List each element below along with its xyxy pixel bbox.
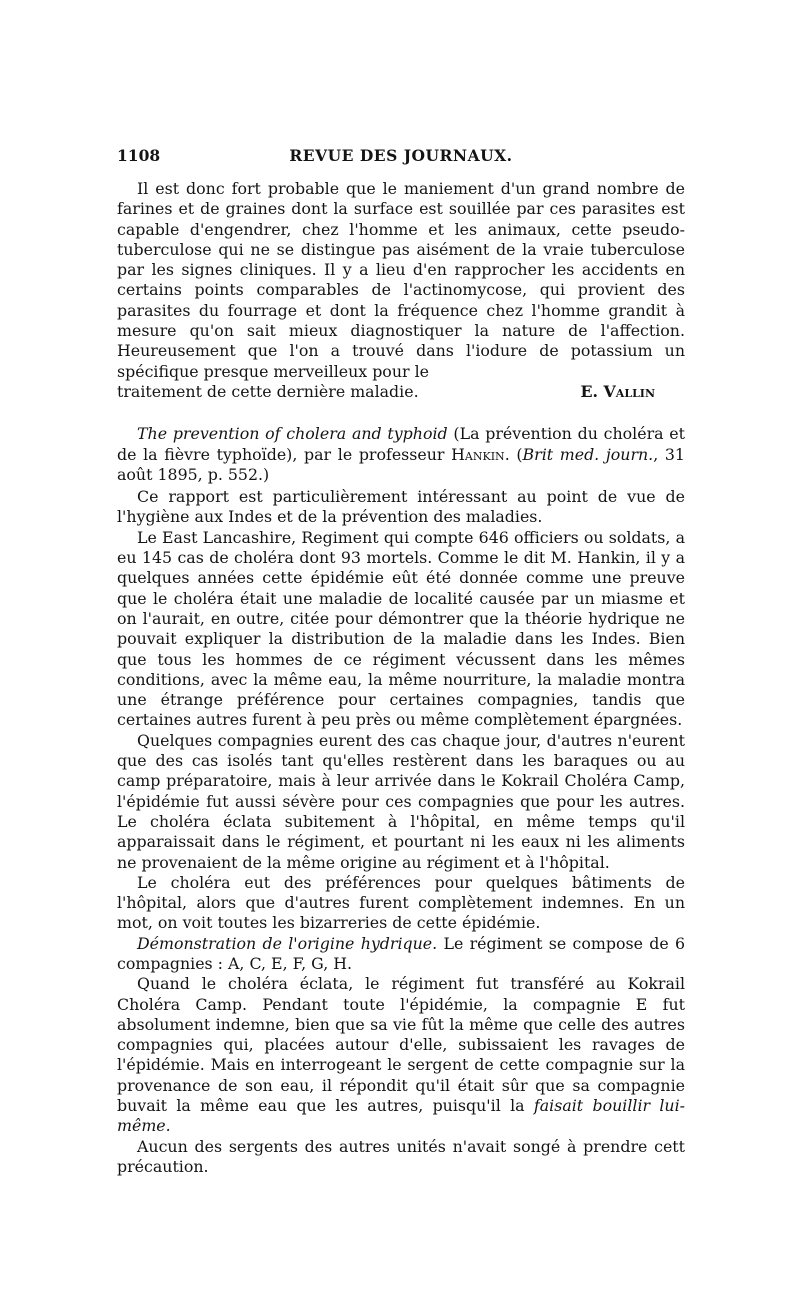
journal-page (117, 146, 685, 1177)
section-divider (117, 402, 685, 424)
final-paragraph: Aucun des sergents des autres unités n'avait songé à prendre cett précaution. (117, 1136, 685, 1176)
article2-paragraph: Le East Lancashire, Regiment qui compte 646 officiers ou soldats, a eu 145 cas de choléra dont 93 mortels. Comme le dit M. Hankin, il y a quelques années cette épidémie eût été donnée comme une preuve que le choléra était une maladie de localité causée par un miasme et on l'aurait, en outre, citée pour démontrer que la théorie hydrique ne pouvait expliquer la distribution de la maladie dans les Indes. Bien que tous les hommes de ce régiment vécussent dans les mêmes conditions, avec la même eau, la même nourriture, la maladie montra une étrange préférence pour certaines compagnies, tandis que certaines autres furent à peu près ou même complètement épargnées. (117, 527, 685, 730)
article-actinomycose (117, 179, 685, 402)
article2-title-translation: (La prévention du choléra et de la fièvre typhoïde), par le professeur (117, 424, 686, 464)
article2-journal: Brit med. journ. (522, 444, 654, 464)
article2-title-block (117, 424, 685, 485)
article1-last-line: traitement de cette dernière maladie. (117, 381, 419, 401)
article2-citation-open: . ( (504, 444, 523, 464)
article1-author: E. Vallin (580, 381, 655, 401)
demonstration-text: Le régiment se compose de 6 compagnies : A, C, E, F, G, H. (117, 933, 685, 973)
article2-paragraph: Ce rapport est particulièrement intéressant au point de vue de l'hygiène aux Indes et de la prévention des maladies. (117, 487, 685, 527)
article1-paragraph: Il est donc fort probable que le maniement d'un grand nombre de farines et de graines dont la surface est souillée par ces parasites est capable d'engendrer, chez l'homme et les animaux, cette pseudo-tuberculose qui ne se distingue pas aisément de la vraie tuberculose par les signes cliniques. Il y a lieu d'en rapprocher les accidents en certains points comparables de l'actinomycose, qui provient des parasites du fourrage et dont la fréquence chez l'homme grandit à mesure qu'on sait mieux diagnostiquer la nature de l'affection. Heureusement que l'on a trouvé dans l'iodure de potassium un spécifique presque merveilleux pour le (117, 179, 685, 381)
article1-closing-line (117, 382, 685, 402)
article2-paragraph: Quelques compagnies eurent des cas chaque jour, d'autres n'eurent que des cas isolés tant qu'elles restèrent dans les baraques ou au camp préparatoire, mais à leur arrivée dans le Kokrail Choléra Camp, l'épidémie fut aussi sévère pour ces compagnies que pour les autres. Le choléra éclata subitement à l'hôpital, en même temps qu'il apparaissait dans le régiment, et pourtant ni les eaux ni les aliments ne provenaient de la même origine au régiment et à l'hôpital. (117, 730, 685, 872)
journal-title: REVUE DES JOURNAUX. (289, 146, 513, 165)
camp-paragraph-italic: faisait bouillir lui-même. (117, 1096, 685, 1136)
camp-paragraph (117, 974, 685, 1136)
article2-paragraph: Le choléra eut des préférences pour quelques bâtiments de l'hôpital, alors que d'autres furent complètement indemnes. En un mot, on voit toutes les bizarreries de cette épidémie. (117, 872, 685, 933)
article2-title: The prevention of cholera and typhoid (137, 424, 448, 444)
running-head (117, 146, 685, 168)
demonstration-heading: Démonstration de l'origine hydrique. (137, 933, 438, 953)
demonstration-paragraph (117, 934, 685, 975)
camp-paragraph-text: Quand le choléra éclata, le régiment fut transféré au Kokrail Choléra Camp. Pendant toute l'épidémie, la compagnie E fut absolument indemne, bien que sa vie fût la même que celle des autres compagnies qui, placées autour d'elle, subissaient les ravages de l'épidémie. Mais en interrogeant le sergent de cette compagnie sur la provenance de son eau, il répondit qu'il était sûr que sa compagnie buvait la même eau que les autres, puisqu'il la (117, 974, 685, 1116)
article-cholera-prevention (117, 424, 685, 1177)
article2-citation-date: , 31 août 1895, p. 552.) (117, 444, 685, 484)
page-number: 1108 (117, 146, 161, 165)
article2-professor: Hankin (451, 444, 505, 464)
